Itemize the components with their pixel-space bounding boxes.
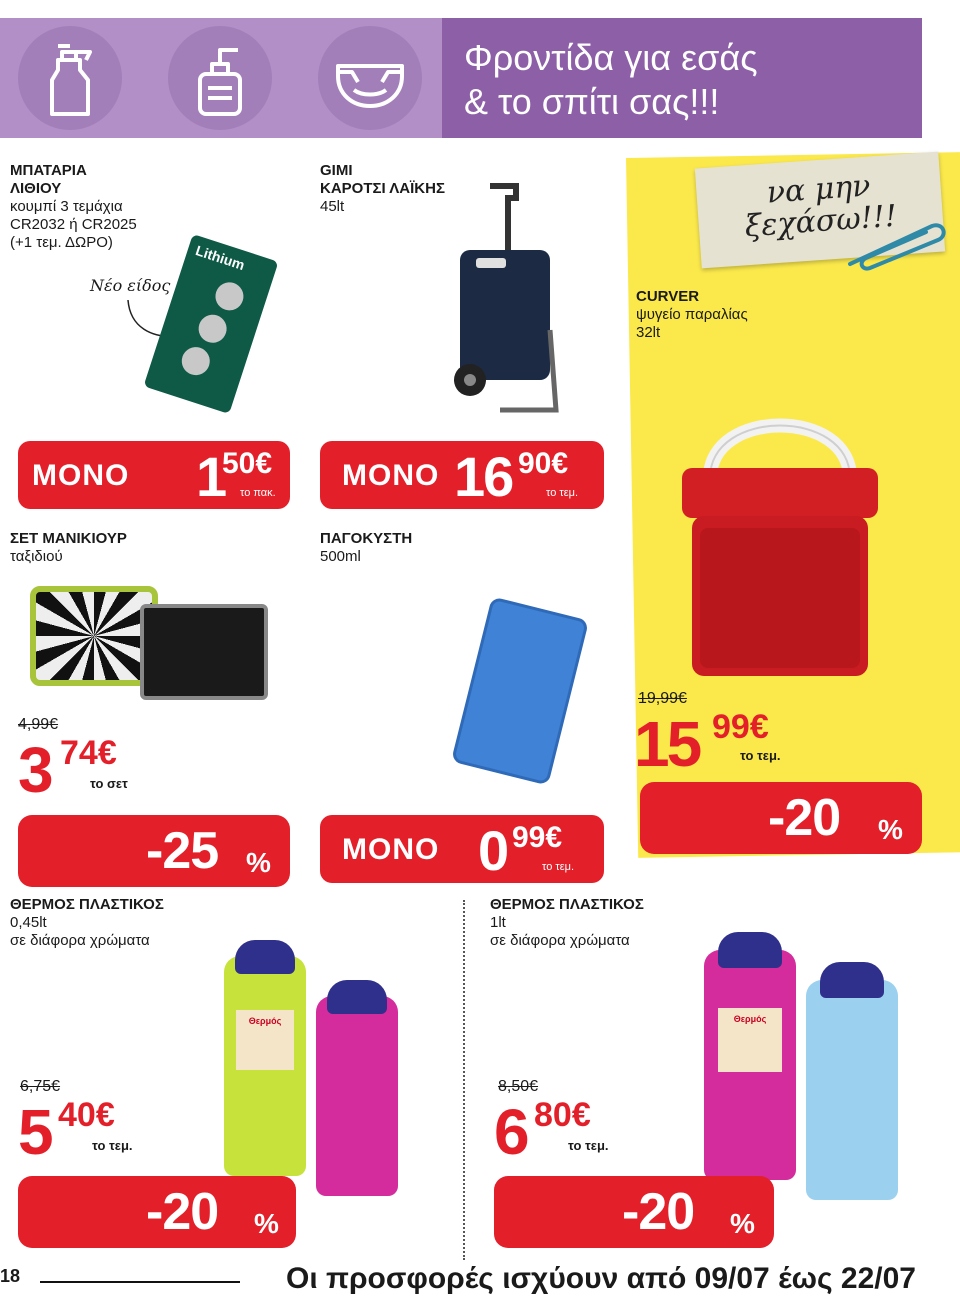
battery-package-label: Lithium <box>193 242 247 274</box>
cart-title-line1: GIMI <box>320 162 353 179</box>
cart-price-unit: το τεμ. <box>546 487 579 499</box>
manicure-discount-value: -25 <box>146 822 219 880</box>
header-title-line2: & το σπίτι σας!!! <box>464 81 720 122</box>
thermos-large-desc-line2: σε διάφορα χρώματα <box>490 932 630 949</box>
coin-battery-icon <box>178 343 213 378</box>
section-divider <box>463 900 465 1260</box>
thermos-small-product-info <box>10 896 164 950</box>
thermos-small-price-int: 5 <box>18 1096 51 1168</box>
thermos-small-desc-line2: σε διάφορα χρώματα <box>10 932 150 949</box>
cooler-discount-badge <box>640 782 922 854</box>
cooler-title: CURVER <box>636 288 700 305</box>
cooler-old-price: 19,99€ <box>638 690 687 707</box>
icepack-price-int: 0 <box>478 819 508 882</box>
manicure-price-unit: το σετ <box>90 776 128 791</box>
icepack-image <box>451 596 589 785</box>
thermos-large-label: Θερμός <box>718 1008 782 1072</box>
cart-price-int: 16 <box>454 445 513 508</box>
battery-title-line2: ΛΙΘΙΟΥ <box>10 180 62 197</box>
cart-product-info <box>320 162 445 216</box>
thermos-large-discount-badge <box>494 1176 774 1248</box>
thermos-large-old-price: 8,50€ <box>498 1078 539 1095</box>
manicure-old-price: 4,99€ <box>18 716 59 733</box>
cooler-price-int: 15 <box>634 708 700 780</box>
coin-battery-icon <box>195 311 230 346</box>
thermos-large-desc-line1: 1lt <box>490 914 506 931</box>
note-line2: ξεχάσω!!! <box>743 198 898 245</box>
battery-price-unit: το πακ. <box>240 487 276 499</box>
soap-dispenser-icon <box>168 26 272 130</box>
thermos-large-discount-percent: % <box>730 1208 755 1239</box>
cooler-price-unit: το τεμ. <box>740 748 781 763</box>
thermos-large-product-info <box>490 896 644 950</box>
icepack-tag-mono: ΜΟΝΟ <box>342 833 440 866</box>
manicure-price-int: 3 <box>18 734 51 806</box>
thermos-green-image <box>224 956 306 1176</box>
battery-package-image <box>143 234 278 414</box>
battery-desc-line1: κουμπί 3 τεμάχια <box>10 198 123 215</box>
header-title-line1: Φροντίδα για εσάς <box>464 37 758 78</box>
cooler-price-dec: 99€ <box>712 708 769 746</box>
thermos-small-price-unit: το τεμ. <box>92 1138 133 1153</box>
new-item-label: Νέο είδος <box>90 276 171 295</box>
diaper-icon <box>318 26 422 130</box>
thermos-small-desc-line1: 0,45lt <box>10 914 47 931</box>
coin-battery-icon <box>212 279 247 314</box>
battery-tag-mono: ΜΟΝΟ <box>32 459 130 492</box>
thermos-small-price-dec: 40€ <box>58 1096 115 1134</box>
thermos-small-discount-badge <box>18 1176 296 1248</box>
thermos-small-discount-value: -20 <box>146 1183 219 1241</box>
thermos-large-discount-value: -20 <box>622 1183 695 1241</box>
icepack-price-tag <box>320 815 604 883</box>
offer-validity: Οι προσφορές ισχύουν από 09/07 έως 22/07 <box>286 1262 916 1295</box>
manicure-discount-percent: % <box>246 847 271 878</box>
thermos-small-old-price: 6,75€ <box>20 1078 61 1095</box>
battery-product-info <box>10 162 137 252</box>
icepack-product-info <box>320 530 412 566</box>
battery-price-int: 1 <box>196 445 226 508</box>
thermos-small-discount-percent: % <box>254 1208 279 1239</box>
thermos-magenta-image <box>704 950 796 1180</box>
cooler-product-info <box>636 288 748 342</box>
cart-title-line2: ΚΑΡΟΤΣΙ ΛΑΪΚΗΣ <box>320 180 445 197</box>
cooler-desc-line1: ψυγείο παραλίας <box>636 306 748 323</box>
thermos-large-title: ΘΕΡΜΟΣ ΠΛΑΣΤΙΚΟΣ <box>490 896 644 913</box>
cooler-desc-line2: 32lt <box>636 324 661 341</box>
battery-title-line1: ΜΠΑΤΑΡΙΑ <box>10 162 87 179</box>
battery-price-dec: 50€ <box>222 447 273 480</box>
thermos-large-price-unit: το τεμ. <box>568 1138 609 1153</box>
icepack-price-dec: 99€ <box>512 821 563 854</box>
page-number: 18 <box>0 1266 21 1286</box>
battery-price-tag <box>18 441 290 509</box>
shopping-cart-image <box>430 180 570 420</box>
thermos-pink-image <box>316 996 398 1196</box>
thermos-small-title: ΘΕΡΜΟΣ ΠΛΑΣΤΙΚΟΣ <box>10 896 164 913</box>
cooler-discount-percent: % <box>878 814 903 845</box>
manicure-case-image <box>30 586 158 686</box>
cart-price-dec: 90€ <box>518 447 569 480</box>
thermos-blue-image <box>806 980 898 1200</box>
manicure-desc: ταξιδιού <box>10 548 63 565</box>
battery-desc-line2: CR2032 ή CR2025 <box>10 216 137 233</box>
icepack-desc: 500ml <box>320 548 361 565</box>
header-title <box>464 36 758 124</box>
cooler-discount-value: -20 <box>768 789 841 847</box>
spray-bottle-icon <box>18 26 122 130</box>
cart-price-tag <box>320 441 604 509</box>
manicure-price-dec: 74€ <box>60 734 117 772</box>
cooler-box-image <box>670 398 890 688</box>
battery-desc-line3: (+1 τεμ. ΔΩΡΟ) <box>10 234 113 251</box>
header-banner <box>0 18 922 138</box>
cart-desc: 45lt <box>320 198 345 215</box>
manicure-product-info <box>10 530 127 566</box>
footer-rule <box>40 1281 240 1283</box>
thermos-large-price-dec: 80€ <box>534 1096 591 1134</box>
note-line1: να μην <box>765 168 872 211</box>
icepack-title: ΠΑΓΟΚΥΣΤΗ <box>320 530 413 547</box>
icepack-price-unit: το τεμ. <box>542 861 575 873</box>
header-icons-panel <box>0 18 442 138</box>
thermos-large-price-int: 6 <box>494 1096 527 1168</box>
paperclip-icon <box>840 216 950 276</box>
thermos-small-label: Θερμός <box>236 1010 294 1070</box>
manicure-discount-badge <box>18 815 290 887</box>
manicure-tools-image <box>140 604 268 700</box>
cart-tag-mono: ΜΟΝΟ <box>342 459 440 492</box>
manicure-title: ΣΕΤ ΜΑΝΙΚΙΟΥΡ <box>10 530 127 547</box>
